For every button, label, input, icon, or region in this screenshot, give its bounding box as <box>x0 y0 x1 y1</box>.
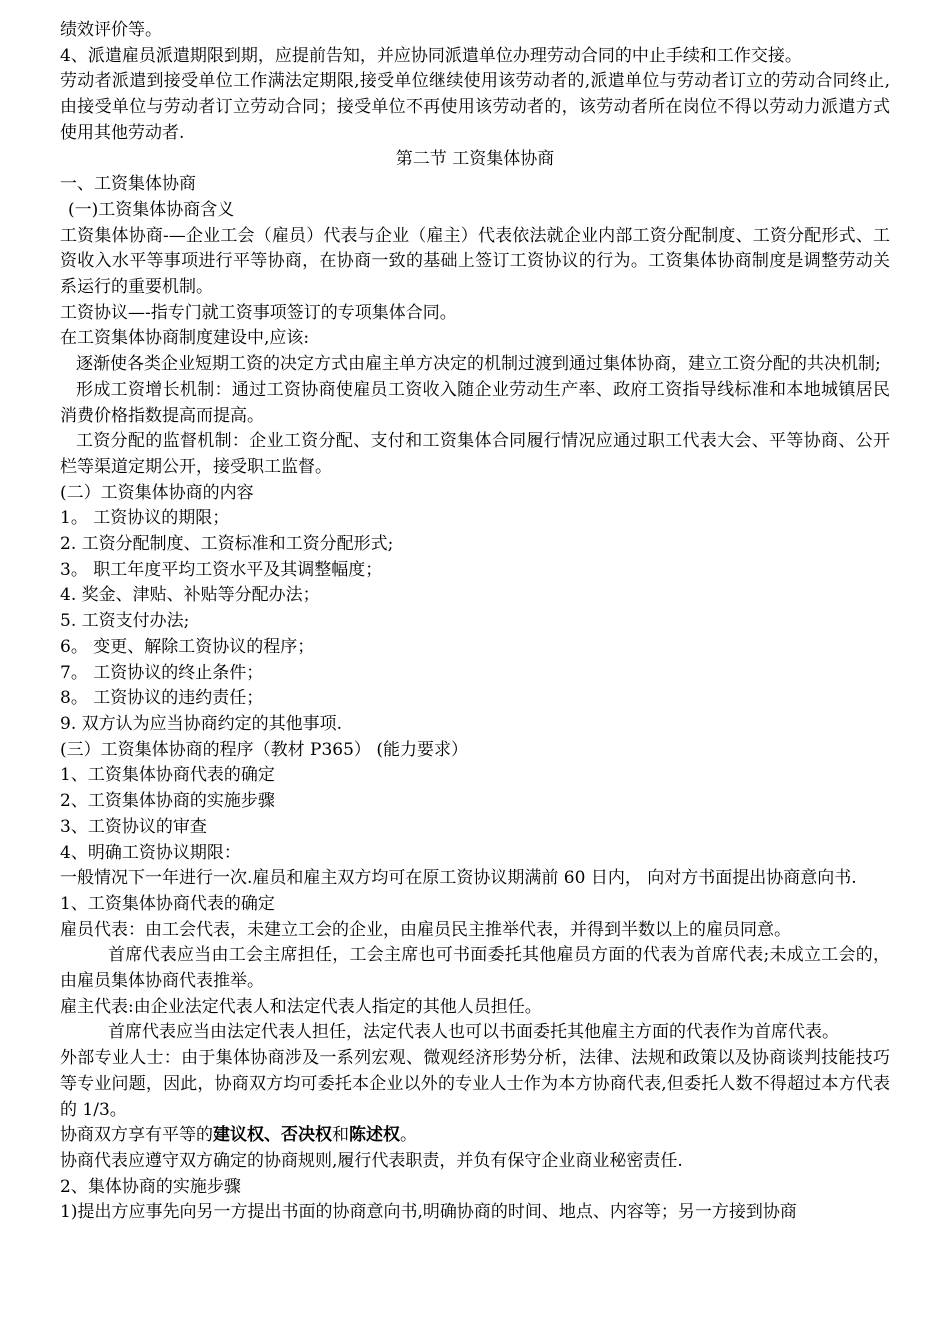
paragraph: 工资分配的监督机制：企业工资分配、支付和工资集体合同履行情况应通过职工代表大会、平等协商、公开栏等渠道定期公开，接受职工监督。 <box>60 431 890 477</box>
bold-text: 建议权、否决权 <box>213 1125 332 1146</box>
heading-1: 一、工资集体协商 <box>60 174 196 195</box>
paragraph-rights <box>60 1123 890 1149</box>
step-item: 2、工资集体协商的实施步骤 <box>60 791 275 812</box>
step-item: 1、工资集体协商代表的确定 <box>60 765 275 786</box>
paragraph: 4、派遣雇员派遣期限到期，应提前告知，并应协同派遣单位办理劳动合同的中止手续和工作交接。 <box>60 45 802 66</box>
paragraph: 工资协议—-指专门就工资事项签订的专项集体合同。 <box>60 302 457 323</box>
list-item: 9. 双方认为应当协商约定的其他事项. <box>60 713 343 734</box>
paragraph: 劳动者派遣到接受单位工作满法定期限,接受单位继续使用该劳动者的,派遣单位与劳动者订立的劳动合同终止,由接受单位与劳动者订立劳动合同；接受单位不再使用该劳动者的，该劳动者所在岗位不得以劳动力派遣方式使用其他劳动者. <box>60 71 890 143</box>
paragraph: 在工资集体协商制度建设中,应该: <box>60 328 310 349</box>
list-item: 3。 职工年度平均工资水平及其调整幅度； <box>60 559 383 580</box>
text-span: 和 <box>332 1125 349 1146</box>
subheading: (三）工资集体协商的程序（教材 P365） (能力要求） <box>60 739 468 760</box>
paragraph: 外部专业人士：由于集体协商涉及一系列宏观、微观经济形势分析，法律、法规和政策以及协商谈判技能技巧等专业问题，因此，协商双方均可委托本企业以外的专业人士作为本方协商代表,但委托人数不得超过本方代表的 1/3。 <box>60 1048 890 1120</box>
paragraph: 协商代表应遵守双方确定的协商规则,履行代表职责，并负有保守企业商业秘密责任. <box>60 1150 683 1171</box>
paragraph: 逐渐使各类企业短期工资的决定方式由雇主单方决定的机制过渡到通过集体协商，建立工资分配的共决机制; <box>76 354 881 375</box>
step-item: 4、明确工资协议期限： <box>60 842 241 863</box>
paragraph: 首席代表应当由工会主席担任，工会主席也可书面委托其他雇员方面的代表为首席代表;未成立工会的，由雇员集体协商代表推举。 <box>60 945 890 992</box>
paragraph: 一般情况下一年进行一次.雇员和雇主双方均可在原工资协议期满前 60 日内， 向对方书面提出协商意向书. <box>60 868 857 889</box>
paragraph: 形成工资增长机制：通过工资协商使雇员工资收入随企业劳动生产率、政府工资指导线标准和本地城镇居民消费价格指数提高而提高。 <box>60 379 890 426</box>
list-item: 8。 工资协议的违约责任； <box>60 688 264 709</box>
subheading: (一)工资集体协商含义 <box>68 199 235 220</box>
text-span: 协商双方享有平等的 <box>60 1125 213 1146</box>
list-item: 7。 工资协议的终止条件； <box>60 662 264 683</box>
section-title: 第二节 工资集体协商 <box>395 148 555 169</box>
heading-2: 1、工资集体协商代表的确定 <box>60 893 275 914</box>
list-item: 2. 工资分配制度、工资标准和工资分配形式; <box>60 534 394 555</box>
list-item: 1。 工资协议的期限； <box>60 508 230 529</box>
list-item: 5. 工资支付办法; <box>60 611 190 632</box>
heading-3: 2、集体协商的实施步骤 <box>60 1176 241 1197</box>
paragraph: 工资集体协商-—企业工会（雇员）代表与企业（雇主）代表依法就企业内部工资分配制度、工资分配形式、工资收入水平等事项进行平等协商，在协商一致的基础上签订工资协议的行为。工资集体协商制度是调整劳动关系运行的重要机制。 <box>60 225 890 298</box>
text-span: 。 <box>400 1125 417 1146</box>
paragraph: 1)提出方应事先向另一方提出书面的协商意向书,明确协商的时间、地点、内容等；另一方接到协商 <box>60 1202 797 1223</box>
step-item: 3、工资协议的审查 <box>60 816 207 837</box>
list-item: 6。 变更、解除工资协议的程序； <box>60 636 315 657</box>
list-item: 4. 奖金、津贴、补贴等分配办法； <box>60 585 320 606</box>
paragraph: 雇员代表：由工会代表，未建立工会的企业，由雇员民主推举代表，并得到半数以上的雇员同意。 <box>60 919 791 940</box>
paragraph: 雇主代表:由企业法定代表人和法定代表人指定的其他人员担任。 <box>60 996 542 1017</box>
paragraph: 首席代表应当由法定代表人担任，法定代表人也可以书面委托其他雇主方面的代表作为首席代表。 <box>108 1022 839 1043</box>
bold-text: 陈述权 <box>349 1125 400 1146</box>
paragraph: 绩效评价等。 <box>60 20 162 40</box>
subheading: (二）工资集体协商的内容 <box>60 482 254 503</box>
